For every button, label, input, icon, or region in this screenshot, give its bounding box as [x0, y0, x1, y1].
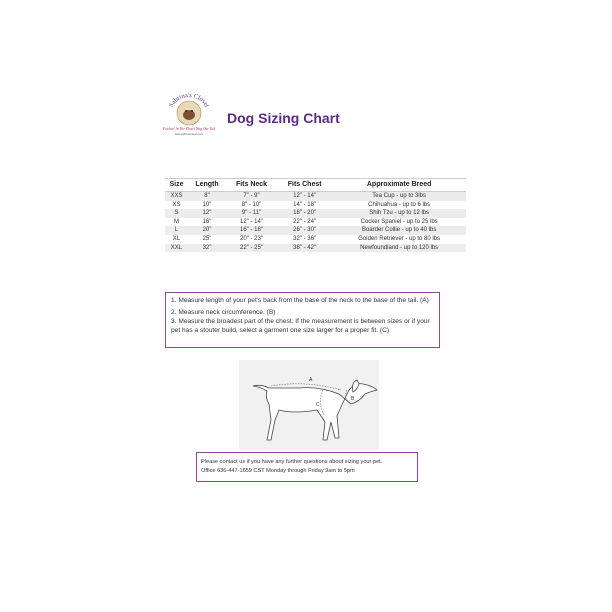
cell-breed: Cocker Spaniel - up to 25 lbs	[360, 218, 438, 225]
cell-length: 25"	[202, 235, 212, 242]
cell-size: XXL	[165, 244, 188, 253]
cell-chest: 38" - 42"	[277, 244, 332, 253]
cell-length: 12"	[188, 209, 226, 218]
logo-tagline: Fetchin' In The Closet Wag Our Tail	[162, 127, 216, 131]
dog-silhouette-icon	[253, 380, 377, 440]
instruction-step-2: 2. Measure neck circumference. (B)	[171, 309, 276, 316]
instruction-step-1: 1. Measure length of your pet's back from the base of the neck to the base of the tail. (A)	[171, 297, 429, 304]
logo-arc-text: Sabrina's Closet	[167, 91, 211, 109]
table-row	[165, 226, 466, 235]
contact-line-1: Please contact us if you have any further questions about sizing your pet.	[201, 459, 383, 465]
cell-length: 8"	[188, 192, 226, 201]
cell-breed: Newfoundland - up to 120 lbs	[332, 244, 466, 253]
cell-breed: Shih Tzu - up to 12 lbs	[332, 209, 466, 218]
contact-line-2: Office 636-447-1659 CST Monday through Friday 9am to 5pm	[201, 468, 355, 474]
cell-breed: Tea Cup - up to 3lbs	[332, 192, 466, 201]
contact-box	[196, 452, 418, 482]
cell-length: 16"	[202, 218, 212, 225]
page-title: Dog Sizing Chart	[227, 110, 340, 126]
cell-neck: 9" - 11"	[226, 209, 277, 218]
cell-size: XXS	[165, 192, 188, 201]
cell-chest: 22" - 24"	[293, 218, 317, 225]
cell-neck: 20" - 23"	[240, 235, 263, 242]
cell-neck: 12" - 14"	[240, 218, 263, 225]
table-row	[165, 244, 466, 253]
instruction-step-3: 3. Measure the broadest part of the chest. If the measurement is between sizes or if your pet has a stouter build, select a garment one size larger for a proper fit. (C)	[171, 318, 430, 334]
label-a: A	[309, 377, 313, 383]
logo-url: www.sabrinascloset.com	[174, 133, 204, 136]
sizing-table	[165, 178, 466, 252]
cell-chest: 18" - 20"	[277, 209, 332, 218]
table-header-row	[165, 179, 466, 192]
cell-size: XL	[172, 235, 181, 242]
header-fits-chest: Fits Chest	[277, 179, 332, 192]
cell-length: 10"	[202, 201, 212, 208]
label-c: C	[316, 402, 320, 408]
table-row	[165, 209, 466, 218]
cell-size: M	[173, 218, 179, 225]
cell-size: L	[165, 226, 188, 235]
cell-neck: 7" - 9"	[226, 192, 277, 201]
header-approximate-breed: Approximate Breed	[332, 179, 466, 192]
header-size: Size	[165, 179, 188, 192]
cell-size: XS	[172, 201, 181, 208]
header-fits-neck: Fits Neck	[226, 179, 277, 192]
cell-neck: 16" - 18"	[226, 226, 277, 235]
brand-logo	[162, 86, 216, 140]
label-b: B	[351, 396, 355, 402]
cell-chest: 12" - 14"	[277, 192, 332, 201]
cell-chest: 26" - 30"	[277, 226, 332, 235]
cell-breed: Chihuahua - up to 6 lbs	[368, 201, 431, 208]
table-row	[165, 192, 466, 201]
cell-length: 32"	[188, 244, 226, 253]
dog-measurement-diagram	[239, 360, 379, 450]
measurement-instructions	[165, 292, 440, 348]
header-length: Length	[188, 179, 226, 192]
cell-size: S	[165, 209, 188, 218]
cell-chest: 32" - 36"	[293, 235, 317, 242]
table-row	[165, 235, 466, 244]
table-row	[165, 201, 466, 210]
table-row	[165, 218, 466, 227]
cell-neck: 22" - 25"	[226, 244, 277, 253]
cell-length: 20"	[188, 226, 226, 235]
cell-breed: Golden Retriever - up to 80 lbs	[358, 235, 441, 242]
cell-chest: 14" - 18"	[293, 201, 317, 208]
cell-breed: Boarder Collie - up to 40 lbs	[332, 226, 466, 235]
cell-neck: 8" - 10"	[241, 201, 262, 208]
